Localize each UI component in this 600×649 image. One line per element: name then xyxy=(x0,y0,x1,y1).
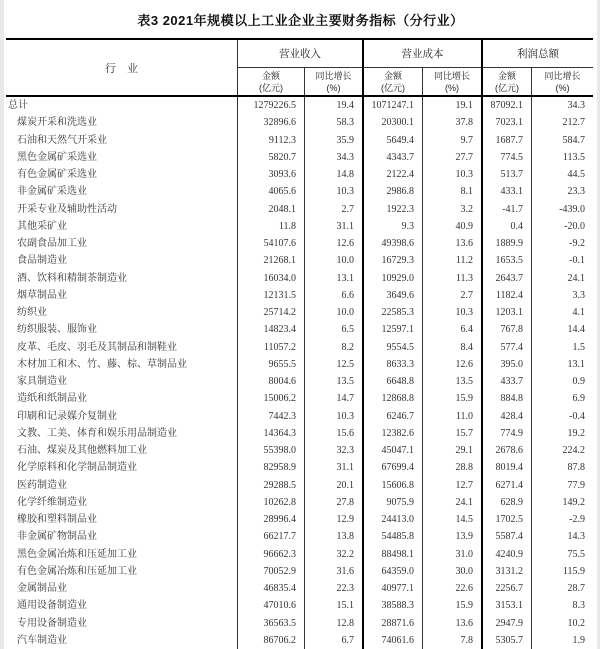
sub-header-line: 金额 xyxy=(383,70,402,81)
value-cell: 433.1 xyxy=(481,183,531,200)
value-cell: 3153.1 xyxy=(481,597,531,614)
industry-cell: 专用设备制造业 xyxy=(17,617,87,629)
value-cell: 7442.3 xyxy=(237,408,304,425)
value-cell: -439.0 xyxy=(531,201,593,218)
table-row xyxy=(6,235,593,252)
industry-cell: 造纸和纸制品业 xyxy=(17,393,87,405)
value-cell: 3649.6 xyxy=(362,287,422,304)
value-cell: 64359.0 xyxy=(362,563,422,580)
value-cell: 15.6 xyxy=(304,425,362,442)
value-cell: 15.1 xyxy=(304,597,362,614)
value-cell: 5820.7 xyxy=(237,149,304,166)
document-page xyxy=(4,0,597,649)
value-cell: 8019.4 xyxy=(481,459,531,476)
value-cell: 34.3 xyxy=(304,149,362,166)
col-group-operating-cost: 营业成本 xyxy=(362,40,481,68)
value-cell: 28871.6 xyxy=(362,615,422,632)
value-cell: 22585.3 xyxy=(362,304,422,321)
value-cell: 13.6 xyxy=(422,235,481,252)
value-cell: 13.9 xyxy=(422,528,481,545)
value-cell: 19.2 xyxy=(531,425,593,442)
industry-cell: 其他采矿业 xyxy=(17,220,67,232)
value-cell: 10.0 xyxy=(304,304,362,321)
value-cell: 6.9 xyxy=(531,390,593,407)
value-cell: 2986.8 xyxy=(362,183,422,200)
col-header-revenue-yoy xyxy=(304,68,362,95)
value-cell: 70052.9 xyxy=(237,563,304,580)
value-cell: 2.7 xyxy=(422,287,481,304)
value-cell: 149.2 xyxy=(531,494,593,511)
value-cell: 6648.8 xyxy=(362,373,422,390)
value-cell: 13.1 xyxy=(531,356,593,373)
table-row xyxy=(6,287,593,304)
value-cell: 87.8 xyxy=(531,459,593,476)
value-cell: 37.8 xyxy=(422,114,481,131)
value-cell: 96662.3 xyxy=(237,546,304,563)
value-cell: 13.6 xyxy=(422,615,481,632)
value-cell: 2122.4 xyxy=(362,166,422,183)
value-cell: 1279226.5 xyxy=(237,97,304,114)
value-cell: 4240.9 xyxy=(481,546,531,563)
industry-cell: 总计 xyxy=(8,100,28,111)
value-cell: 8.1 xyxy=(422,183,481,200)
value-cell: -41.7 xyxy=(481,201,531,218)
value-cell: 577.4 xyxy=(481,339,531,356)
value-cell: 1182.4 xyxy=(481,287,531,304)
value-cell: 28.7 xyxy=(531,580,593,597)
value-cell: 1653.5 xyxy=(481,252,531,269)
value-cell: 0.4 xyxy=(481,218,531,235)
col-header-profit-yoy xyxy=(531,68,593,95)
value-cell: 6.7 xyxy=(304,632,362,649)
value-cell: 14.3 xyxy=(531,528,593,545)
value-cell: 7023.1 xyxy=(481,114,531,131)
value-cell: 24413.0 xyxy=(362,511,422,528)
table-row xyxy=(6,132,593,149)
value-cell: 12382.6 xyxy=(362,425,422,442)
table-body xyxy=(6,97,593,649)
value-cell: 8.4 xyxy=(422,339,481,356)
value-cell: 513.7 xyxy=(481,166,531,183)
value-cell: 113.5 xyxy=(531,149,593,166)
industry-cell: 医药制造业 xyxy=(17,479,67,491)
financial-indicators-table xyxy=(6,38,593,649)
value-cell: 15006.2 xyxy=(237,390,304,407)
value-cell: 4065.6 xyxy=(237,183,304,200)
value-cell: 29.1 xyxy=(422,442,481,459)
col-header-cost-yoy xyxy=(422,68,481,95)
value-cell: 2678.6 xyxy=(481,442,531,459)
value-cell: 10.3 xyxy=(304,183,362,200)
value-cell: 34.3 xyxy=(531,97,593,114)
value-cell: 395.0 xyxy=(481,356,531,373)
value-cell: 54485.8 xyxy=(362,528,422,545)
value-cell: 32.3 xyxy=(304,442,362,459)
industry-cell: 木材加工和木、竹、藤、棕、草制品业 xyxy=(17,358,187,370)
value-cell: 20.1 xyxy=(304,477,362,494)
value-cell: 75.5 xyxy=(531,546,593,563)
value-cell: 1.5 xyxy=(531,339,593,356)
value-cell: 6.6 xyxy=(304,287,362,304)
value-cell: 67699.4 xyxy=(362,459,422,476)
value-cell: 15.9 xyxy=(422,597,481,614)
value-cell: 24.1 xyxy=(422,494,481,511)
value-cell: 27.8 xyxy=(304,494,362,511)
value-cell: -2.9 xyxy=(531,511,593,528)
industry-cell: 开采专业及辅助性活动 xyxy=(17,203,117,215)
table-row xyxy=(6,563,593,580)
value-cell: 0.9 xyxy=(531,373,593,390)
table-row xyxy=(6,546,593,563)
value-cell: 2947.9 xyxy=(481,615,531,632)
industry-cell: 化学纤维制造业 xyxy=(17,496,87,508)
sub-header-line: (%) xyxy=(445,82,459,93)
industry-cell: 化学原料和化学制品制造业 xyxy=(17,462,137,474)
value-cell: 47010.6 xyxy=(237,597,304,614)
sub-header-line: (%) xyxy=(555,82,570,93)
industry-cell: 石油、煤炭及其他燃料加工业 xyxy=(17,445,147,456)
value-cell: -0.4 xyxy=(531,408,593,425)
value-cell: 16034.0 xyxy=(237,270,304,287)
industry-cell: 有色金属冶炼和压延加工业 xyxy=(17,565,137,577)
industry-cell: 橡胶和塑料制品业 xyxy=(17,514,97,525)
value-cell: 6.4 xyxy=(422,321,481,338)
value-cell: 2256.7 xyxy=(481,580,531,597)
value-cell: 15606.8 xyxy=(362,477,422,494)
value-cell: 12.7 xyxy=(422,477,481,494)
value-cell: 19.1 xyxy=(422,97,481,114)
value-cell: 1702.5 xyxy=(481,511,531,528)
value-cell: 5305.7 xyxy=(481,632,531,649)
table-row xyxy=(6,97,593,114)
value-cell: 433.7 xyxy=(481,373,531,390)
value-cell: 13.5 xyxy=(422,373,481,390)
value-cell: 584.7 xyxy=(531,132,593,149)
table-row xyxy=(6,183,593,200)
industry-cell: 纺织业 xyxy=(17,307,47,318)
table-row xyxy=(6,390,593,407)
industry-cell: 农副食品加工业 xyxy=(17,238,87,249)
industry-cell: 非金属矿采选业 xyxy=(17,186,87,198)
value-cell: 31.0 xyxy=(422,546,481,563)
table-row xyxy=(6,477,593,494)
table-row xyxy=(6,459,593,476)
value-cell: 16729.3 xyxy=(362,252,422,269)
value-cell: 58.3 xyxy=(304,114,362,131)
industry-cell: 非金属矿物制品业 xyxy=(17,531,97,543)
value-cell: 30.0 xyxy=(422,563,481,580)
value-cell: 15.7 xyxy=(422,425,481,442)
value-cell: 87092.1 xyxy=(481,97,531,114)
value-cell: 22.6 xyxy=(422,580,481,597)
value-cell: 44.5 xyxy=(531,166,593,183)
sub-header-line: (亿元) xyxy=(259,82,283,93)
value-cell: 3131.2 xyxy=(481,563,531,580)
value-cell: 40.9 xyxy=(422,218,481,235)
value-cell: 3.2 xyxy=(422,201,481,218)
value-cell: 14.4 xyxy=(531,321,593,338)
industry-cell: 酒、饮料和精制茶制造业 xyxy=(17,272,127,284)
table-row xyxy=(6,166,593,183)
value-cell: 13.1 xyxy=(304,270,362,287)
value-cell: 8.3 xyxy=(531,597,593,614)
value-cell: 74061.6 xyxy=(362,632,422,649)
value-cell: 9554.5 xyxy=(362,339,422,356)
value-cell: 2048.1 xyxy=(237,201,304,218)
value-cell: 212.7 xyxy=(531,114,593,131)
value-cell: 6.5 xyxy=(304,321,362,338)
value-cell: 45047.1 xyxy=(362,442,422,459)
value-cell: -20.0 xyxy=(531,218,593,235)
value-cell: 5587.4 xyxy=(481,528,531,545)
value-cell: 54107.6 xyxy=(237,235,304,252)
col-group-total-profit: 利润总额 xyxy=(481,40,593,68)
value-cell: 884.8 xyxy=(481,390,531,407)
value-cell: 10262.8 xyxy=(237,494,304,511)
value-cell: 86706.2 xyxy=(237,632,304,649)
value-cell: 29288.5 xyxy=(237,477,304,494)
value-cell: 38588.3 xyxy=(362,597,422,614)
sub-header-line: 金额 xyxy=(497,70,516,81)
value-cell: 10.2 xyxy=(531,615,593,632)
value-cell: 66217.7 xyxy=(237,528,304,545)
value-cell: 9112.3 xyxy=(237,132,304,149)
industry-cell: 皮革、毛皮、羽毛及其制品和制鞋业 xyxy=(17,341,177,353)
value-cell: 12131.5 xyxy=(237,287,304,304)
value-cell: 8.2 xyxy=(304,339,362,356)
value-cell: 46835.4 xyxy=(237,580,304,597)
sub-header-line: 同比增长 xyxy=(544,70,581,81)
value-cell: 14.7 xyxy=(304,390,362,407)
value-cell: 11.2 xyxy=(422,252,481,269)
value-cell: 12.8 xyxy=(304,615,362,632)
value-cell: 8004.6 xyxy=(237,373,304,390)
value-cell: 11057.2 xyxy=(237,339,304,356)
table-row xyxy=(6,615,593,632)
value-cell: 22.3 xyxy=(304,580,362,597)
table-row xyxy=(6,114,593,131)
industry-cell: 印刷和记录媒介复制业 xyxy=(17,410,117,422)
industry-cell: 黑色金属冶炼和压延加工业 xyxy=(17,548,137,560)
col-header-industry: 行 业 xyxy=(105,62,138,75)
value-cell: 77.9 xyxy=(531,477,593,494)
value-cell: 12.6 xyxy=(304,235,362,252)
table-row xyxy=(6,442,593,459)
table-row xyxy=(6,597,593,614)
value-cell: -9.2 xyxy=(531,235,593,252)
value-cell: 224.2 xyxy=(531,442,593,459)
value-cell: 24.1 xyxy=(531,270,593,287)
value-cell: 1071247.1 xyxy=(362,97,422,114)
value-cell: 15.9 xyxy=(422,390,481,407)
industry-cell: 煤炭开采和洗选业 xyxy=(17,117,97,129)
page-title: 表3 2021年规模以上工业企业主要财务指标（分行业） xyxy=(137,12,464,28)
table-row xyxy=(6,408,593,425)
value-cell: 32.2 xyxy=(304,546,362,563)
table-row xyxy=(6,373,593,390)
table-row xyxy=(6,425,593,442)
value-cell: 35.9 xyxy=(304,132,362,149)
value-cell: 14.5 xyxy=(422,511,481,528)
sub-header-line: (亿元) xyxy=(495,82,519,93)
value-cell: 9.3 xyxy=(362,218,422,235)
value-cell: 11.8 xyxy=(237,218,304,235)
value-cell: 21268.1 xyxy=(237,252,304,269)
value-cell: 9655.5 xyxy=(237,356,304,373)
value-cell: 3093.6 xyxy=(237,166,304,183)
table-row xyxy=(6,339,593,356)
table-row xyxy=(6,304,593,321)
value-cell: 1922.3 xyxy=(362,201,422,218)
value-cell: 1687.7 xyxy=(481,132,531,149)
industry-cell: 纺织服装、服饰业 xyxy=(17,324,97,336)
industry-cell: 文教、工美、体育和娱乐用品制造业 xyxy=(17,427,177,439)
value-cell: 36563.5 xyxy=(237,615,304,632)
table-row xyxy=(6,528,593,545)
value-cell: 767.8 xyxy=(481,321,531,338)
value-cell: 6246.7 xyxy=(362,408,422,425)
value-cell: 27.7 xyxy=(422,149,481,166)
value-cell: 13.8 xyxy=(304,528,362,545)
value-cell: 7.8 xyxy=(422,632,481,649)
industry-cell: 石油和天然气开采业 xyxy=(17,134,107,146)
value-cell: 10929.0 xyxy=(362,270,422,287)
table-row xyxy=(6,321,593,338)
value-cell: 12.6 xyxy=(422,356,481,373)
value-cell: 88498.1 xyxy=(362,546,422,563)
table-row xyxy=(6,494,593,511)
sub-header-line: (%) xyxy=(326,82,341,93)
value-cell: 31.6 xyxy=(304,563,362,580)
sub-header-line: 金额 xyxy=(261,70,280,81)
table-row xyxy=(6,201,593,218)
value-cell: 31.1 xyxy=(304,459,362,476)
table-row xyxy=(6,252,593,269)
value-cell: 14364.3 xyxy=(237,425,304,442)
value-cell: 6271.4 xyxy=(481,477,531,494)
value-cell: 28996.4 xyxy=(237,511,304,528)
value-cell: 11.0 xyxy=(422,408,481,425)
value-cell: 10.3 xyxy=(304,408,362,425)
value-cell: 10.0 xyxy=(304,252,362,269)
industry-cell: 有色金属矿采选业 xyxy=(17,169,97,180)
value-cell: 1.9 xyxy=(531,632,593,649)
industry-cell: 汽车制造业 xyxy=(17,634,67,646)
value-cell: 774.5 xyxy=(481,149,531,166)
value-cell: 19.4 xyxy=(304,97,362,114)
value-cell: 1203.1 xyxy=(481,304,531,321)
value-cell: -0.1 xyxy=(531,252,593,269)
value-cell: 10.3 xyxy=(422,304,481,321)
value-cell: 9075.9 xyxy=(362,494,422,511)
value-cell: 4343.7 xyxy=(362,149,422,166)
table-row xyxy=(6,218,593,235)
table-row xyxy=(6,632,593,649)
value-cell: 774.9 xyxy=(481,425,531,442)
table-row xyxy=(6,511,593,528)
table-header xyxy=(6,40,593,97)
value-cell: 2643.7 xyxy=(481,270,531,287)
industry-cell: 家具制造业 xyxy=(17,376,67,387)
value-cell: 2.7 xyxy=(304,201,362,218)
value-cell: 23.3 xyxy=(531,183,593,200)
col-group-operating-revenue: 营业收入 xyxy=(237,40,362,68)
sub-header-line: 同比增长 xyxy=(315,70,352,81)
industry-cell: 通用设备制造业 xyxy=(17,600,87,612)
value-cell: 13.5 xyxy=(304,373,362,390)
value-cell: 115.9 xyxy=(531,563,593,580)
industry-cell: 食品制造业 xyxy=(17,255,67,267)
table-row xyxy=(6,270,593,287)
value-cell: 55398.0 xyxy=(237,442,304,459)
value-cell: 5649.4 xyxy=(362,132,422,149)
value-cell: 8633.3 xyxy=(362,356,422,373)
value-cell: 10.3 xyxy=(422,166,481,183)
industry-cell: 烟草制品业 xyxy=(17,289,67,301)
col-header-profit-amount xyxy=(481,68,531,95)
value-cell: 4.1 xyxy=(531,304,593,321)
table-row xyxy=(6,580,593,597)
table-row xyxy=(6,356,593,373)
value-cell: 12597.1 xyxy=(362,321,422,338)
value-cell: 12.5 xyxy=(304,356,362,373)
value-cell: 25714.2 xyxy=(237,304,304,321)
value-cell: 628.9 xyxy=(481,494,531,511)
table-row xyxy=(6,149,593,166)
value-cell: 20300.1 xyxy=(362,114,422,131)
value-cell: 49398.6 xyxy=(362,235,422,252)
value-cell: 1889.9 xyxy=(481,235,531,252)
value-cell: 428.4 xyxy=(481,408,531,425)
value-cell: 32896.6 xyxy=(237,114,304,131)
industry-cell: 金属制品业 xyxy=(17,583,67,594)
value-cell: 9.7 xyxy=(422,132,481,149)
value-cell: 12868.8 xyxy=(362,390,422,407)
value-cell: 12.9 xyxy=(304,511,362,528)
sub-header-line: 同比增长 xyxy=(433,70,470,81)
value-cell: 14.8 xyxy=(304,166,362,183)
col-header-cost-amount xyxy=(362,68,422,95)
value-cell: 82958.9 xyxy=(237,459,304,476)
col-header-revenue-amount xyxy=(237,68,304,95)
value-cell: 28.8 xyxy=(422,459,481,476)
value-cell: 3.3 xyxy=(531,287,593,304)
industry-cell: 黑色金属矿采选业 xyxy=(17,151,97,163)
value-cell: 14823.4 xyxy=(237,321,304,338)
value-cell: 31.1 xyxy=(304,218,362,235)
value-cell: 11.3 xyxy=(422,270,481,287)
value-cell: 40977.1 xyxy=(362,580,422,597)
sub-header-line: (亿元) xyxy=(381,82,405,93)
